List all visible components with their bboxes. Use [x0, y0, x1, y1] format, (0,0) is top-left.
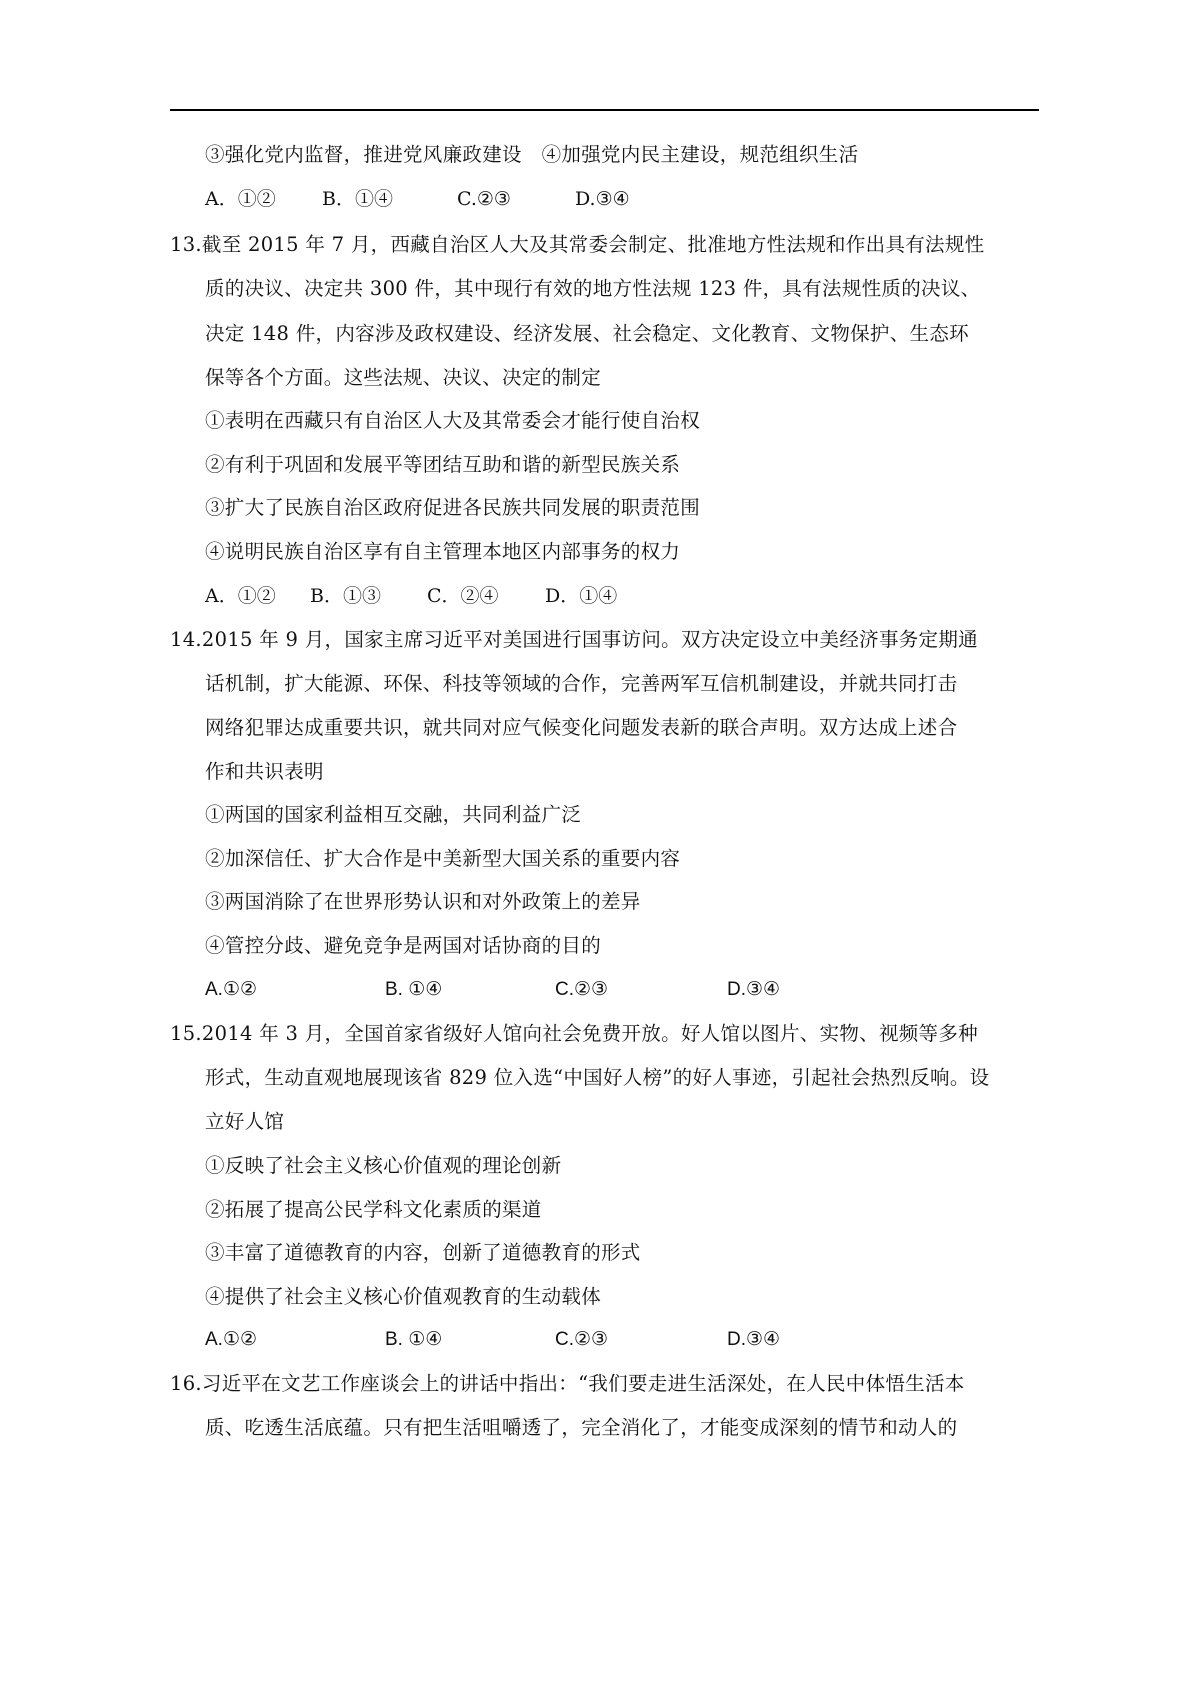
option-b: B．①④ [322, 188, 393, 210]
option-c: C.②③ [457, 188, 511, 210]
question-stem-line: 16.习近平在文艺工作座谈会上的讲话中指出：“我们要走进生活深处，在人民中体悟生活本 [170, 1372, 965, 1395]
question-stem-line: 作和共识表明 [205, 760, 324, 783]
statement-line: ④提供了社会主义核心价值观教育的生动载体 [205, 1285, 602, 1308]
option-c: C.②③ [555, 979, 609, 1000]
question-stem-line: 质的决议、决定共 300 件，其中现行有效的地方性法规 123 件，具有法规性质的决议、 [205, 277, 981, 300]
option-c: C.②③ [555, 1329, 609, 1350]
header-rule [170, 109, 1039, 111]
option-d: D.③④ [575, 188, 630, 210]
statement-line: ①表明在西藏只有自治区人大及其常委会才能行使自治权 [205, 409, 701, 432]
option-d: D.③④ [727, 1329, 781, 1350]
question-stem-line: 决定 148 件，内容涉及政权建设、经济发展、社会稳定、文化教育、文物保护、生态环 [205, 322, 969, 345]
statement-line: ②加深信任、扩大合作是中美新型大国关系的重要内容 [205, 847, 681, 870]
option-a: A.①② [205, 1329, 258, 1350]
question-stem-line: 15.2014 年 3 月，全国首家省级好人馆向社会免费开放。好人馆以图片、实物、视频等多种 [170, 1022, 978, 1045]
question-stem-line: 14.2015 年 9 月，国家主席习近平对美国进行国事访问。双方决定设立中美经济事务定期通 [170, 628, 978, 651]
option-c: C．②④ [427, 585, 499, 607]
option-d: D．①④ [545, 585, 618, 607]
question-stem-line: 网络犯罪达成重要共识，就共同对应气候变化问题发表新的联合声明。双方达成上述合 [205, 716, 958, 739]
statement-line: ③强化党内监督，推进党风廉政建设 ④加强党内民主建设，规范组织生活 [205, 143, 859, 166]
option-a: A．①② [205, 585, 276, 607]
statement-line: ③扩大了民族自治区政府促进各民族共同发展的职责范围 [205, 496, 701, 519]
question-stem-line: 保等各个方面。这些法规、决议、决定的制定 [205, 366, 602, 389]
statement-line: ④说明民族自治区享有自主管理本地区内部事务的权力 [205, 540, 681, 563]
question-stem-line: 质、吃透生活底蕴。只有把生活咀嚼透了，完全消化了，才能变成深刻的情节和动人的 [205, 1416, 958, 1439]
statement-line: ③两国消除了在世界形势认识和对外政策上的差异 [205, 890, 641, 913]
question-stem-line: 立好人馆 [205, 1110, 285, 1133]
question-stem-line: 13.截至 2015 年 7 月，西藏自治区人大及其常委会制定、批准地方性法规和作出具有法规性 [170, 233, 985, 256]
option-b: B. ①④ [385, 1329, 443, 1350]
option-a: A.①② [205, 979, 258, 1000]
option-a: A．①② [205, 188, 276, 210]
statement-line: ②拓展了提高公民学科文化素质的渠道 [205, 1198, 542, 1221]
statement-line: ②有利于巩固和发展平等团结互助和谐的新型民族关系 [205, 453, 681, 476]
option-b: B．①③ [310, 585, 381, 607]
question-stem-line: 形式，生动直观地展现该省 829 位入选“中国好人榜”的好人事迹，引起社会热烈反响。设 [205, 1066, 990, 1089]
option-b: B. ①④ [385, 979, 443, 1000]
question-stem-line: 话机制，扩大能源、环保、科技等领域的合作，完善两军互信机制建设，并就共同打击 [205, 672, 958, 695]
statement-line: ①反映了社会主义核心价值观的理论创新 [205, 1154, 562, 1177]
option-d: D.③④ [727, 979, 781, 1000]
statement-line: ①两国的国家利益相互交融，共同利益广泛 [205, 803, 582, 826]
statement-line: ④管控分歧、避免竞争是两国对话协商的目的 [205, 934, 602, 957]
statement-line: ③丰富了道德教育的内容，创新了道德教育的形式 [205, 1241, 641, 1264]
